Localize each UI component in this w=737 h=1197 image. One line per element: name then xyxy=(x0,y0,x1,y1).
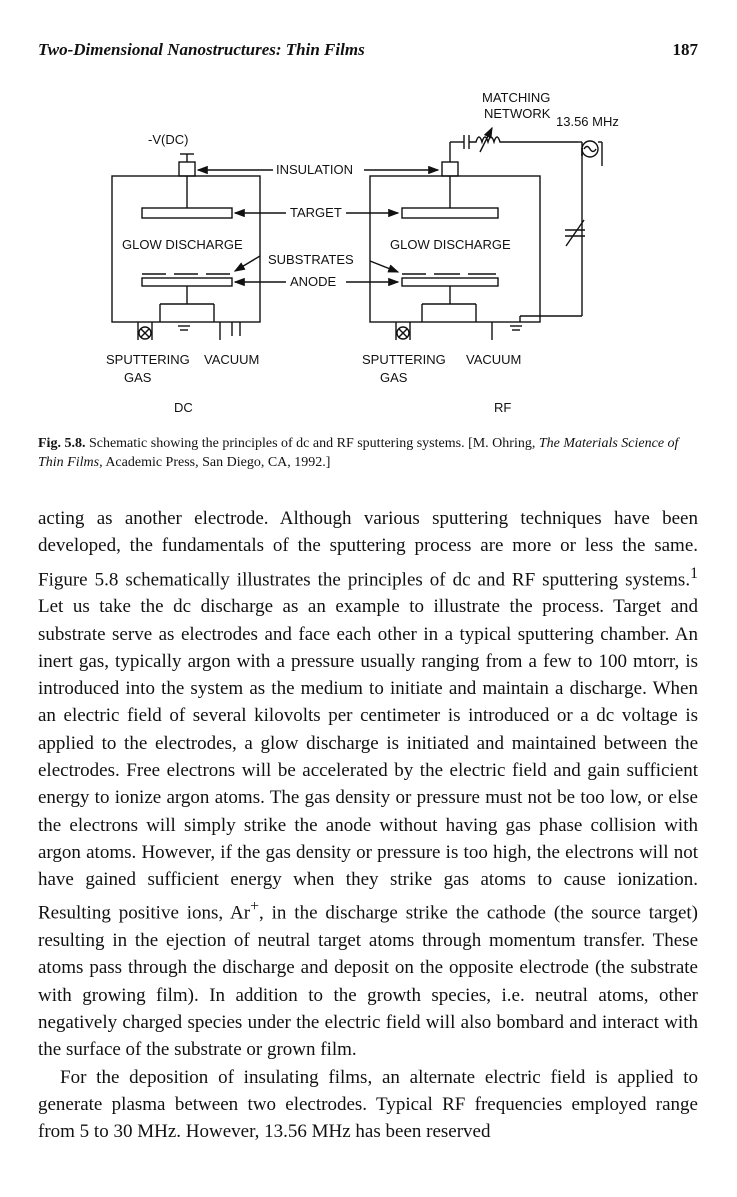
label-vacuum-rf: VACUUM xyxy=(466,352,522,367)
body-text xyxy=(38,505,698,1145)
label-rf: RF xyxy=(494,400,512,415)
rf-anode xyxy=(402,278,498,286)
running-title: Two-Dimensional Nanostructures: Thin Films xyxy=(38,40,365,59)
sputtering-schematic-figure xyxy=(100,86,620,421)
label-sputtering-gas-rf: SPUTTERING xyxy=(362,352,446,367)
label-gas-dc: GAS xyxy=(124,370,152,385)
paragraph-1 xyxy=(38,505,698,1064)
ion-charge: + xyxy=(250,898,260,916)
label-anode: ANODE xyxy=(290,274,337,289)
dc-anode xyxy=(142,278,232,286)
page-header xyxy=(38,40,698,64)
caption-source-title: The Materials Science of Thin Films, xyxy=(38,436,679,470)
label-target: TARGET xyxy=(290,205,342,220)
label-frequency: 13.56 MHz xyxy=(556,114,619,129)
label-substrates: SUBSTRATES xyxy=(268,252,354,267)
label-gas-rf: GAS xyxy=(380,370,408,385)
paragraph-2: For the deposition of insulating films, an alternate electric field is applied to generate plasma between two electrodes. Typical RF frequencies employed range from 5 to 30 MHz. However, 13.56 MHz has been reserved xyxy=(38,1066,698,1143)
paragraph-1-part-c: , in the discharge strike the cathode (the source target) resulting in the ejection of neutral target atoms through momentum transfer. These atoms pass through the discharge and deposit on the opposite electrode (the substrate with growing film). In addition to the growth species, i.e. neutral atoms, other negatively charged species under the electric field will also bombard and interact with the surface of the substrate or grown film. xyxy=(38,902,698,1061)
reference-1: 1 xyxy=(690,564,698,582)
caption-label: Fig. 5.8. xyxy=(38,436,86,451)
rf-insulator xyxy=(442,162,458,176)
label-matching: MATCHING xyxy=(482,90,551,105)
dc-target-electrode xyxy=(142,208,232,218)
paragraph-1-part-a: acting as another electrode. Although various sputtering techniques have been developed, the fundamentals of the sputtering process are more or less the same. Figure 5.8 schematically illustrates the principles of dc and RF sputtering systems. xyxy=(38,508,698,590)
paragraph-1-part-b: Let us take the dc discharge as an example to illustrate the process. Target and substrate serve as electrodes and face each other in a typical sputtering chamber. An inert gas, typically argon with a pressure usually ranging from a few to 100 mtorr, is introduced into the system as the medium to initiate and maintain a discharge. When an electric field of several kilovolts per centimeter is introduced or a dc voltage is applied to the electrodes, a glow discharge is initiated and maintained between the electrodes. Free electrons will be accelerated by the electric field and gain sufficient energy to ionize argon atoms. The gas density or pressure must not be too low, or else the electrons will simply strike the anode without having gas phase collision with argon atoms. However, if the gas density or pressure is too high, the electrons will not have gained sufficient energy when they strike gas atoms to cause ionization. Resulting positive ions, Ar xyxy=(38,596,698,924)
label-network: NETWORK xyxy=(484,106,551,121)
figure-caption xyxy=(38,434,698,472)
label-vdc: -V(DC) xyxy=(148,132,189,147)
label-insulation: INSULATION xyxy=(276,162,354,177)
label-dc: DC xyxy=(174,400,193,415)
dc-insulator xyxy=(179,162,195,176)
label-glow-discharge-rf: GLOW DISCHARGE xyxy=(390,237,511,252)
label-vacuum-dc: VACUUM xyxy=(204,352,260,367)
caption-text: Schematic showing the principles of dc and RF sputtering systems. [M. Ohring, xyxy=(88,436,536,451)
rf-target-electrode xyxy=(402,208,498,218)
label-sputtering-gas-dc: SPUTTERING xyxy=(106,352,190,367)
page-number: 187 xyxy=(672,40,698,59)
caption-source-rest: Academic Press, San Diego, CA, 1992.] xyxy=(105,455,331,470)
label-glow-discharge-dc: GLOW DISCHARGE xyxy=(122,237,243,252)
